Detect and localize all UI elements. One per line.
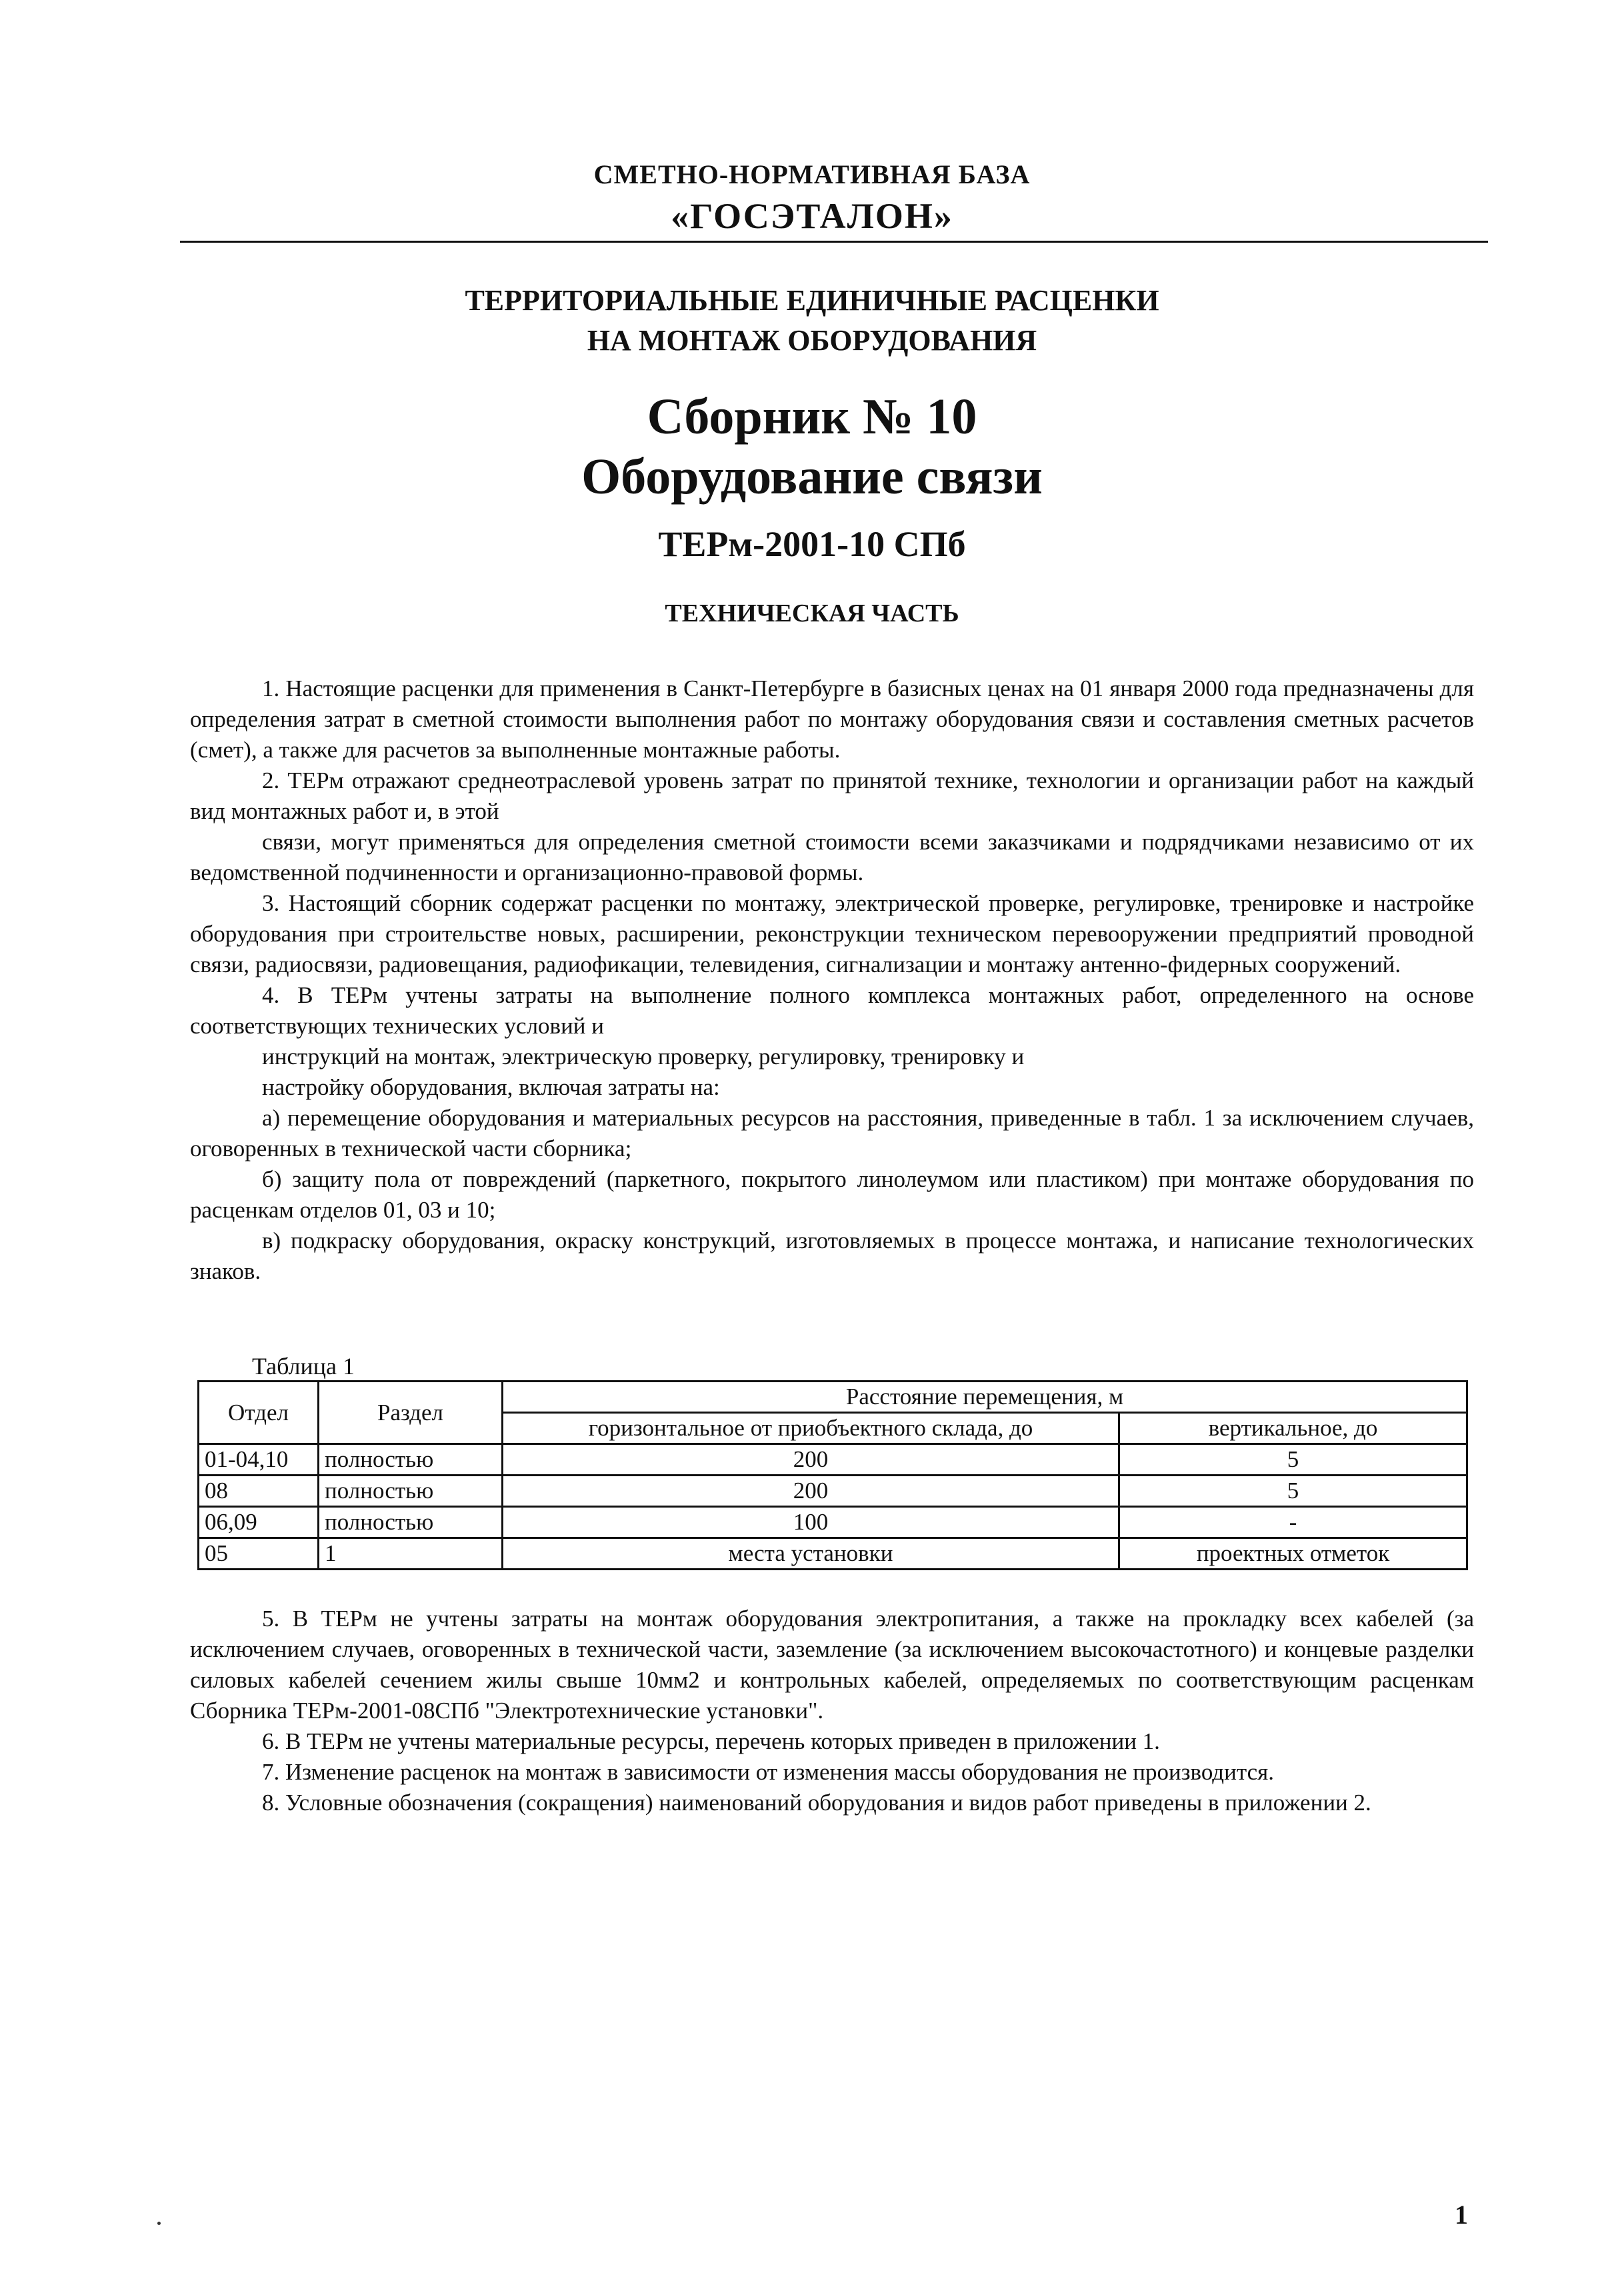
header-divider	[180, 241, 1488, 243]
cell-razdel: 1	[319, 1538, 503, 1570]
cell-horizontal: места установки	[503, 1538, 1119, 1570]
collection-code: ТЕРм-2001-10 СПб	[658, 524, 966, 564]
cell-razdel: полностью	[319, 1444, 503, 1476]
paragraph: 4. В ТЕРм учтены затраты на выполнение полного комплекса монтажных работ, определенного на основе соответствующих технических условий и	[190, 982, 1474, 1039]
paragraph: настройку оборудования, включая затраты на:	[262, 1074, 720, 1100]
doc-title-line-2: НА МОНТАЖ ОБОРУДОВАНИЯ	[587, 324, 1037, 357]
cell-otdel: 08	[199, 1476, 319, 1507]
paragraph: 7. Изменение расценок на монтаж в зависимости от изменения массы оборудования не производится.	[262, 1759, 1274, 1785]
table-caption: Таблица 1	[252, 1353, 355, 1380]
header-horizontal: горизонтальное от приобъектного склада, до	[503, 1413, 1119, 1444]
distance-table	[197, 1380, 1468, 1570]
cell-vertical: 5	[1119, 1476, 1467, 1507]
paragraph: 5. В ТЕРм не учтены затраты на монтаж оборудования электропитания, а также на прокладку всех кабелей (за исключением случаев, оговоренных в технической части, заземление (за исключением высокочастотного) и концевые разделки силовых кабелей сечением жилы свыше 10мм2 и контрольных кабелей, определяемых по соответствующим расценкам Сборника ТЕРм-2001-08СПб "Электротехнические установки".	[190, 1606, 1474, 1724]
paragraph: 8. Условные обозначения (сокращения) наименований оборудования и видов работ приведены в приложении 2.	[262, 1790, 1371, 1816]
collection-number: Сборник № 10	[647, 389, 977, 445]
paragraph: б) защиту пола от повреждений (паркетного, покрытого линолеумом или пластиком) при монтаже оборудования по расценкам отделов 01, 03 и 10;	[190, 1166, 1474, 1223]
cell-otdel: 01-04,10	[199, 1444, 319, 1476]
table-row	[199, 1538, 1467, 1570]
header-otdel: Отдел	[199, 1382, 319, 1444]
body-section-2	[190, 1604, 1474, 1818]
header-razdel: Раздел	[319, 1382, 503, 1444]
header-database-name: СМЕТНО-НОРМАТИВНАЯ БАЗА	[593, 159, 1031, 189]
doc-title-line-1: ТЕРРИТОРИАЛЬНЫЕ ЕДИНИЧНЫЕ РАСЦЕНКИ	[465, 284, 1159, 317]
table-row	[199, 1476, 1467, 1507]
header-brand: «ГОСЭТАЛОН»	[671, 196, 953, 236]
cell-horizontal: 100	[503, 1507, 1119, 1538]
collection-name: Оборудование связи	[581, 449, 1043, 505]
cell-razdel: полностью	[319, 1476, 503, 1507]
paragraph: инструкций на монтаж, электрическую проверку, регулировку, тренировку и	[262, 1043, 1025, 1069]
cell-vertical: -	[1119, 1507, 1467, 1538]
table-header-row	[199, 1382, 1467, 1413]
cell-razdel: полностью	[319, 1507, 503, 1538]
paragraph: в) подкраску оборудования, окраску конструкций, изготовляемых в процессе монтажа, и написание технологических знаков.	[190, 1228, 1474, 1284]
header-distance-group: Расстояние перемещения, м	[503, 1382, 1467, 1413]
paragraph: а) перемещение оборудования и материальных ресурсов на расстояния, приведенные в табл. 1 за исключением случаев, оговоренных в технической части сборника;	[190, 1105, 1474, 1162]
cell-otdel: 06,09	[199, 1507, 319, 1538]
page-number: 1	[1455, 2200, 1468, 2230]
cell-otdel: 05	[199, 1538, 319, 1570]
section-heading: ТЕХНИЧЕСКАЯ ЧАСТЬ	[665, 599, 959, 627]
cell-vertical: проектных отметок	[1119, 1538, 1467, 1570]
header-vertical: вертикальное, до	[1119, 1413, 1467, 1444]
paragraph: связи, могут применяться для определения сметной стоимости всеми заказчиками и подрядчиками независимо от их ведомственной подчиненности и организационно-правовой формы.	[190, 829, 1474, 885]
table-row	[199, 1444, 1467, 1476]
cell-horizontal: 200	[503, 1444, 1119, 1476]
scan-speck	[157, 2222, 161, 2225]
cell-vertical: 5	[1119, 1444, 1467, 1476]
table-row	[199, 1507, 1467, 1538]
body-section-1	[190, 673, 1474, 1287]
paragraph: 3. Настоящий сборник содержат расценки по монтажу, электрической проверке, регулировке, тренировке и настройке оборудования при строительстве новых, расширении, реконструкции техническом перевооружении предприятий проводной связи, радиосвязи, радиовещания, радиофикации, телевидения, сигнализации и монтажу антенно-фидерных сооружений.	[190, 890, 1474, 977]
paragraph: 6. В ТЕРм не учтены материальные ресурсы, перечень которых приведен в приложении 1.	[262, 1728, 1160, 1754]
cell-horizontal: 200	[503, 1476, 1119, 1507]
paragraph: 1. Настоящие расценки для применения в Санкт-Петербурге в базисных ценах на 01 января 2000 года предназначены для определения затрат в сметной стоимости выполнения работ по монтажу оборудования связи и составления сметных расчетов (смет), а также для расчетов за выполненные монтажные работы.	[190, 675, 1474, 763]
paragraph: 2. ТЕРм отражают среднеотраслевой уровень затрат по принятой технике, технологии и организации работ на каждый вид монтажных работ и, в этой	[190, 767, 1474, 824]
